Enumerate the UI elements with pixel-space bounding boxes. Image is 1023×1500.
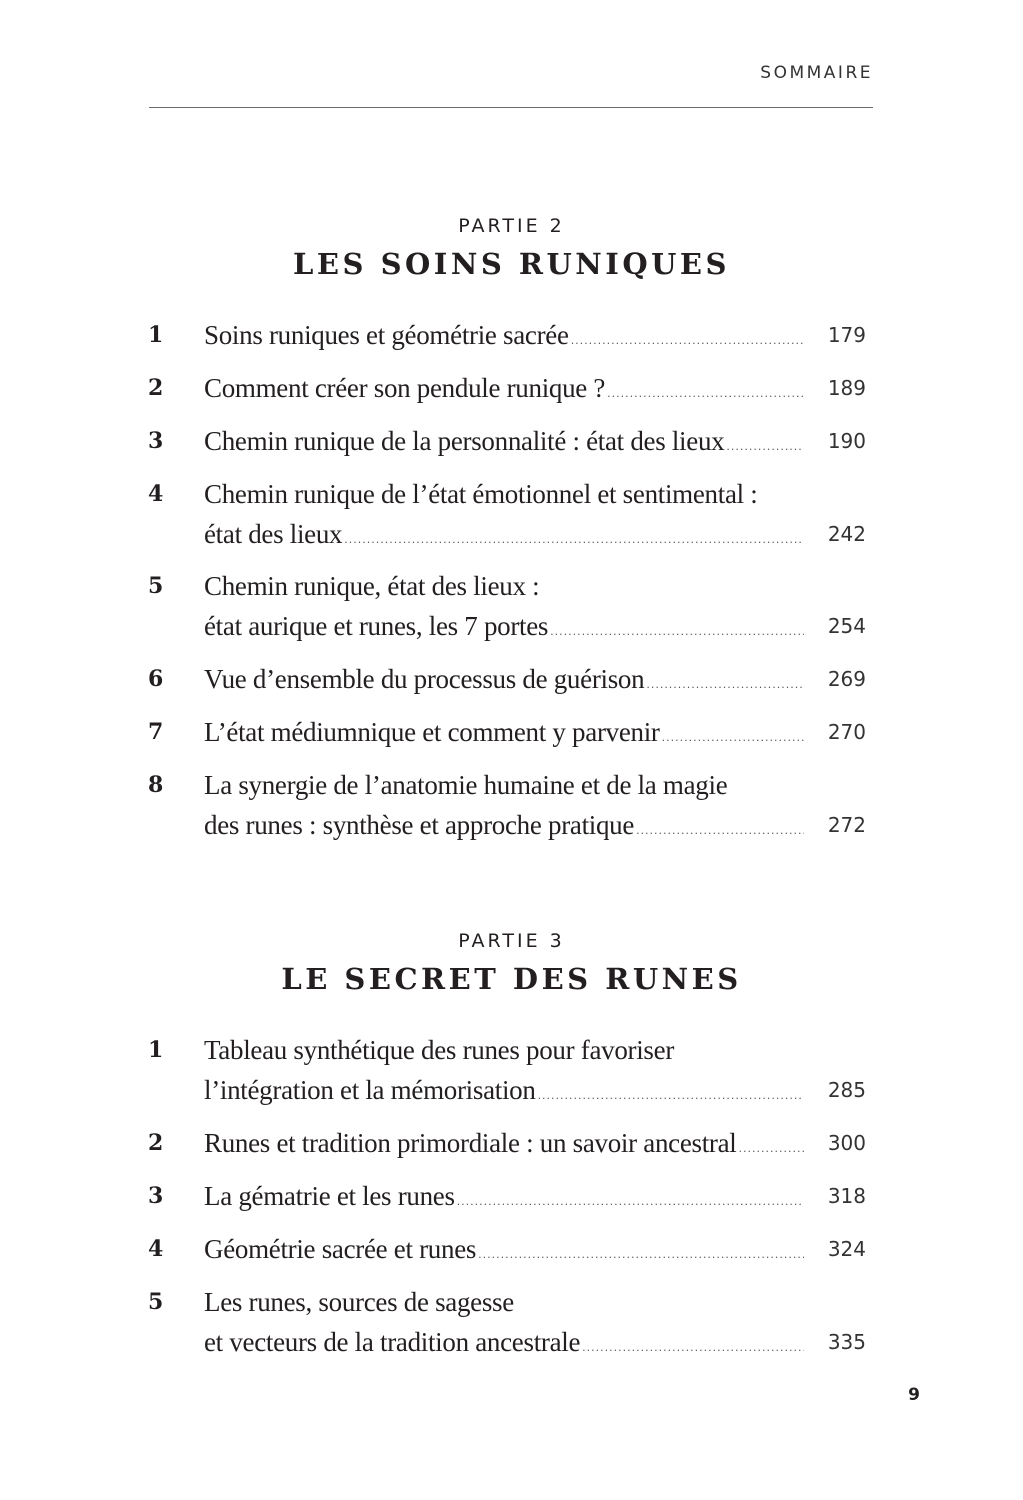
entry-line (204, 712, 804, 752)
dot-leader (636, 811, 804, 845)
entry-line (204, 1229, 804, 1269)
entry-label: Runes et tradition primordiale : un savoir ancestral (204, 1128, 737, 1158)
entry-label: des runes : synthèse et approche pratique (204, 810, 635, 840)
entry-line (204, 765, 804, 805)
dot-leader (739, 1129, 805, 1163)
entry-line (204, 315, 804, 355)
entry-number: 3 (148, 1183, 164, 1209)
entry-text (204, 368, 804, 408)
entry-label: Tableau synthétique des runes pour favoriser (204, 1035, 675, 1065)
entry-page: 335 (827, 1330, 866, 1354)
entry-page: 179 (827, 323, 866, 347)
entry-line (204, 514, 804, 554)
entry-text (204, 1229, 804, 1269)
entry-label: l’intégration et la mémorisation (204, 1075, 536, 1105)
running-head: SOMMAIRE (760, 63, 873, 83)
entry-number: 1 (148, 1037, 164, 1063)
entry-label: Vue d’ensemble du processus de guérison (204, 664, 645, 694)
entry-text (204, 474, 804, 554)
entry-line (204, 1176, 804, 1216)
entry-text (204, 1176, 804, 1216)
entry-number: 5 (148, 1289, 164, 1315)
entry-line (204, 1282, 804, 1322)
entry-number: 7 (148, 719, 164, 745)
entry-line (204, 659, 804, 699)
dot-leader (538, 1076, 804, 1110)
entry-number: 5 (148, 573, 164, 599)
page-number: 9 (908, 1385, 920, 1405)
entry-label: état aurique et runes, les 7 portes (204, 611, 549, 641)
entry-label: Géométrie sacrée et runes (204, 1234, 477, 1264)
dot-leader (550, 612, 804, 646)
entry-label: L’état médiumnique et comment y parvenir (204, 717, 660, 747)
entry-text (204, 315, 804, 355)
dot-leader (607, 374, 804, 408)
entry-number: 6 (148, 666, 164, 692)
entry-number: 4 (148, 481, 164, 507)
entry-page: 300 (827, 1131, 866, 1155)
part-title: LE SECRET DES RUNES (281, 962, 742, 996)
entry-page: 242 (827, 522, 866, 546)
entry-page: 318 (827, 1184, 866, 1208)
dot-leader (344, 520, 804, 554)
entry-label: Chemin runique de la personnalité : état des lieux (204, 426, 725, 456)
dot-leader (457, 1182, 804, 1216)
dot-leader (571, 321, 804, 355)
entry-page: 269 (827, 667, 866, 691)
entry-number: 2 (148, 1130, 164, 1156)
entry-number: 4 (148, 1236, 164, 1262)
entry-label: Chemin runique, état des lieux : (204, 571, 540, 601)
entry-line (204, 805, 804, 845)
entry-line (204, 421, 804, 461)
entry-page: 270 (827, 720, 866, 744)
entry-line (204, 1030, 804, 1070)
entry-text (204, 712, 804, 752)
entry-page: 190 (827, 429, 866, 453)
entry-line (204, 368, 804, 408)
dot-leader (478, 1235, 804, 1269)
entry-line (204, 1123, 804, 1163)
entry-number: 3 (148, 428, 164, 454)
entry-page: 272 (827, 813, 866, 837)
entry-page: 254 (827, 614, 866, 638)
part-label: PARTIE 2 (458, 215, 565, 237)
entry-line (204, 566, 804, 606)
entry-label: La gématrie et les runes (204, 1181, 455, 1211)
part-title: LES SOINS RUNIQUES (293, 247, 730, 281)
entry-page: 285 (827, 1078, 866, 1102)
entry-line (204, 474, 804, 514)
part-label: PARTIE 3 (458, 930, 565, 952)
entry-label: état des lieux (204, 519, 343, 549)
entry-text (204, 1030, 804, 1110)
entry-label: Les runes, sources de sagesse (204, 1287, 514, 1317)
entry-line (204, 1322, 804, 1362)
entry-number: 2 (148, 375, 164, 401)
dot-leader (726, 427, 804, 461)
entry-label: Comment créer son pendule runique ? (204, 373, 606, 403)
entry-label: Soins runiques et géométrie sacrée (204, 320, 569, 350)
entry-label: Chemin runique de l’état émotionnel et sentimental : (204, 479, 758, 509)
entry-number: 8 (148, 772, 164, 798)
entry-line (204, 1070, 804, 1110)
entry-line (204, 606, 804, 646)
entry-page: 189 (827, 376, 866, 400)
entry-label: La synergie de l’anatomie humaine et de la magie (204, 770, 728, 800)
header-rule (149, 107, 873, 108)
dot-leader (582, 1328, 804, 1362)
entry-text (204, 1282, 804, 1362)
entry-text (204, 1123, 804, 1163)
dot-leader (646, 665, 804, 699)
entry-text (204, 659, 804, 699)
dot-leader (662, 718, 804, 752)
entry-number: 1 (148, 322, 164, 348)
entry-text (204, 566, 804, 646)
entry-text (204, 421, 804, 461)
entry-text (204, 765, 804, 845)
entry-label: et vecteurs de la tradition ancestrale (204, 1327, 581, 1357)
entry-page: 324 (827, 1237, 866, 1261)
